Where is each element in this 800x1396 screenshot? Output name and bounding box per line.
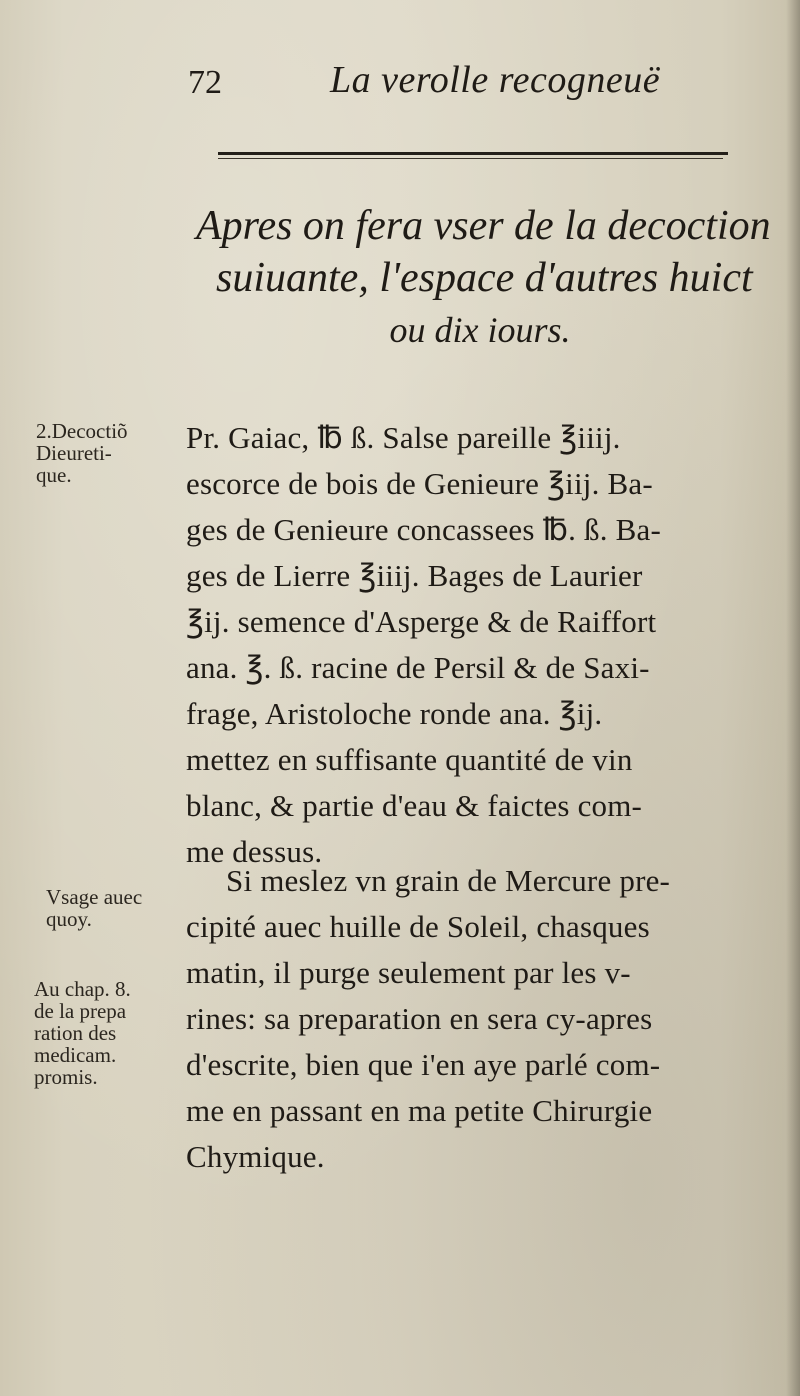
paragraph-mercury — [186, 858, 766, 1180]
text-line: mettez en suffisante quantité de vin — [186, 742, 633, 777]
section-title-line: Apres on fera vser de la decoction — [196, 203, 771, 249]
text-line: ges de Genieure concassees ℔. ß. Ba- — [186, 512, 661, 547]
margin-note-line: Dieureti- — [36, 441, 112, 465]
paragraph-recipe — [186, 415, 766, 875]
text-line: me en passant en ma petite Chirurgie — [186, 1093, 653, 1128]
margin-note-line: que. — [36, 463, 72, 487]
margin-note-line: 2.Decoctiõ — [36, 419, 128, 443]
text-line: blanc, & partie d'eau & faictes com- — [186, 788, 643, 823]
text-line: Pr. Gaiac, ℔ ß. Salse pareille ℥iiij. — [186, 420, 621, 455]
text-line: me dessus. — [186, 834, 323, 869]
section-title — [180, 200, 780, 356]
margin-note-line: Au chap. 8. — [34, 977, 131, 1001]
margin-note-chapter-ref — [34, 978, 131, 1088]
margin-note-line: de la prepa — [34, 999, 127, 1023]
page-edge-shadow — [786, 0, 800, 1396]
header-rule-thin — [218, 158, 723, 159]
margin-note-line: Vsage auec — [46, 885, 143, 909]
text-line: d'escrite, bien que i'en aye parlé com- — [186, 1047, 661, 1082]
section-title-line: suiuante, l'espace d'autres huict — [216, 255, 753, 301]
margin-note-usage — [46, 886, 142, 930]
text-line: ges de Lierre ℥iiij. Bages de Laurier — [186, 558, 643, 593]
text-line: Chymique. — [186, 1139, 325, 1174]
margin-note-line: ration des — [34, 1021, 117, 1045]
margin-note-line: medicam. — [34, 1043, 117, 1067]
text-line: escorce de bois de Genieure ℥iij. Ba- — [186, 466, 653, 501]
text-line: rines: sa preparation en sera cy-apres — [186, 1001, 653, 1036]
text-line: frage, Aristoloche ronde ana. ℥ij. — [186, 696, 603, 731]
text-line: ana. ℥. ß. racine de Persil & de Saxi- — [186, 650, 650, 685]
margin-note-line: promis. — [34, 1065, 98, 1089]
margin-note-decoction — [36, 420, 128, 486]
text-line: ℥ij. semence d'Asperge & de Raiffort — [186, 604, 657, 639]
page-number: 72 — [188, 64, 222, 101]
margin-note-line: quoy. — [46, 907, 92, 931]
text-line: cipité auec huille de Soleil, chasques — [186, 909, 650, 944]
text-line: matin, il purge seulement par les v- — [186, 955, 631, 990]
section-title-line: ou dix iours. — [389, 310, 571, 350]
page-header — [0, 52, 800, 112]
running-title: La verolle recogneuë — [330, 59, 661, 101]
header-rule — [218, 152, 728, 155]
text-line: Si meslez vn grain de Mercure pre- — [226, 863, 671, 898]
